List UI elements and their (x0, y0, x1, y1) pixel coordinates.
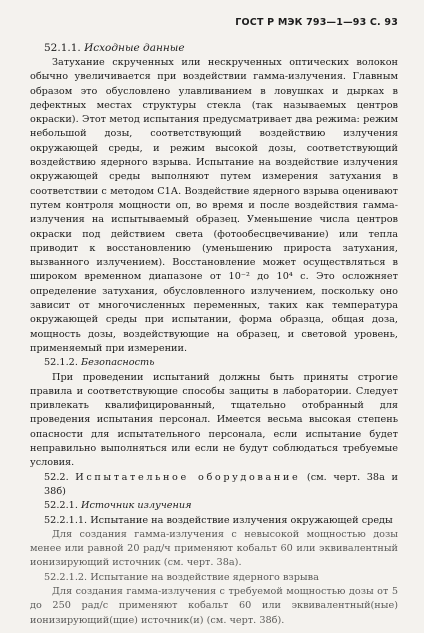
section-heading-52-2-1 (44, 499, 398, 513)
section-title: Испытание на воздействие излучения окружающей среды (90, 514, 393, 526)
section-title: Исходные данные (84, 42, 185, 54)
section-number: 52.1.2. (44, 357, 78, 369)
section-number: 52.2. (44, 471, 69, 483)
paragraph-safety: При проведении испытаний должны быть приняты строгие правила и соответствующие способы защиты в лаборатории. Следует привлекать квалифицированный, тщательно отобранный для проведения испытания персонал. Имеется весьма высокая степень опасности для испытательного персонала, если испытание будет неправильно выполняться или если не будут соблюдаться требуемые условия. (30, 371, 398, 469)
document-body (30, 40, 398, 628)
section-title: Источник излучения (81, 500, 192, 512)
section-number: 52.2.1. (44, 500, 78, 512)
section-heading-52-2 (30, 471, 398, 500)
section-heading-52-1-2 (44, 356, 398, 370)
section-title: Безопасность (81, 357, 155, 369)
section-heading-52-1-1 (44, 40, 398, 56)
paragraph-initial-data: Затухание скрученных или нескрученных оптических волокон обычно увеличивается при воздействии гамма-излучения. Главным образом это обусловлено улавливанием в ловушках и дырках в дефектных местах структуры стекла (так называемых центров окраски). Этот метод испытания предусматривает два режима: режим небольшой дозы, соответствующий воздействию излучения окружающей среды, и режим высокой дозы, соответствующий воздействию ядерного взрыва. Испытание на воздействие излучения окружающей среды выполняют путем измерения затухания в соответствии с методом С1А. Воздействие ядерного взрыва оценивают путем контроля мощности оп, во время и после воздействия гамма-излучения на испытываемый образец. Уменьшение числа центров окраски под действием света (фотообесцвечивание) или тепла приводит к восстановлению (уменьшению прироста затухания, вызванного излучением). Восстановление может осуществляться в широком временном диапазоне от 10⁻² до 10⁴ с. Это осложняет определение затухания, обусловленного излучением, поскольку оно зависит от многочисленных переменных, таких как температура окружающей среды при испытании, форма образца, общая доза, мощность дозы, воздействующие на образец, и световой уровень, применяемый при измерении. (30, 57, 398, 354)
section-number: 52.2.1.1. (44, 514, 88, 526)
section-number: 52.1.1. (44, 42, 81, 54)
section-number: 52.2.1.2. (44, 571, 88, 583)
section-title: Испытание на воздействие ядерного взрыва (90, 571, 319, 583)
paragraph-ambient-source: Для создания гамма-излучения с невысокой мощностью дозы менее или равной 20 рад/ч применяют кобальт 60 или эквивалентный ионизирующий источник (см. черт. 38а). (30, 528, 398, 569)
page-header: ГОСТ Р МЭК 793—1—93 С. 93 (235, 17, 398, 28)
paragraph-nuclear-source: Для создания гамма-излучения с требуемой мощностью дозы от 5 до 250 рад/с применяют кобальт 60 или эквивалентный(ные) ионизирующий(щие) источник(и) (см. черт. 38б). (30, 585, 398, 626)
section-heading-52-2-1-2 (30, 571, 398, 585)
section-title: Испытательное оборудование (75, 471, 301, 483)
section-title-tail: (см. черт. 38а и 38б) (44, 471, 398, 497)
section-heading-52-2-1-1 (30, 514, 398, 528)
